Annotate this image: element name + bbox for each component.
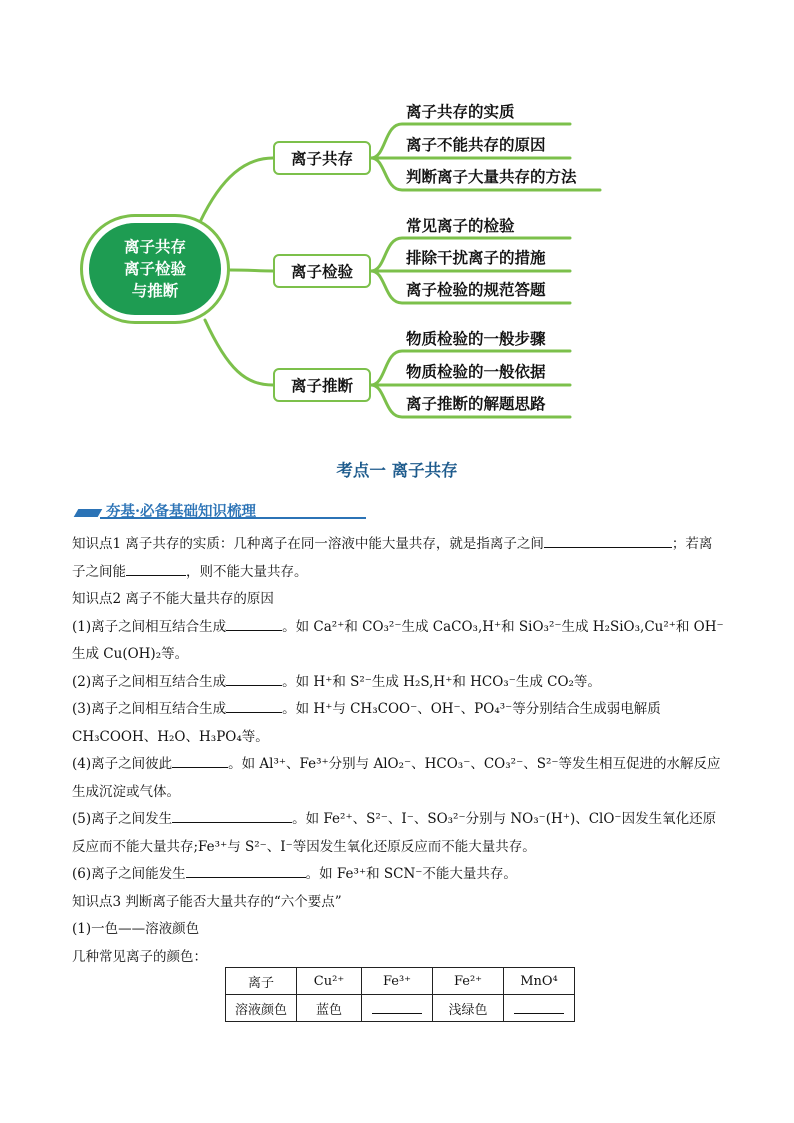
kp2-item-4-b: 。如 Al³⁺、Fe³⁺分别与 AlO₂⁻、HCO₃⁻、CO₃²⁻、S²⁻等发生相互促进的水解反应生成沉淀或气体。 (72, 756, 721, 800)
kp2-item-6-a: (6)离子之间能发生 (72, 866, 186, 882)
table-cell: 浅绿色 (433, 995, 504, 1022)
kp2-item-3-a: (3)离子之间相互结合生成 (72, 701, 227, 717)
table-cell: Fe³⁺ (362, 968, 433, 995)
table-cell: 溶液颜色 (226, 995, 297, 1022)
kp3-title: 知识点3 判断离子能否大量共存的“六个要点” (72, 893, 342, 910)
kp1-text-a: 知识点1 离子共存的实质：几种离子在同一溶液中能大量共存，就是指离子之间 (72, 536, 544, 552)
branch-ion-coexistence: 离子共存 (273, 141, 371, 175)
kp2-item-1-b: 。如 Ca²⁺和 CO₃²⁻生成 CaCO₃,H⁺和 SiO₃²⁻生成 H₂SiO₃,Cu²⁺和 OH⁻生成 Cu(OH)₂等。 (72, 618, 724, 662)
kp2-item-3 (72, 696, 724, 751)
kp2-item-1-a: (1)离子之间相互结合生成 (72, 618, 227, 635)
table-cell: Cu²⁺ (297, 968, 362, 995)
banner-text: 夯基·必备基础知识梳理 (106, 503, 257, 520)
kp2-title: 知识点2 离子不能大量共存的原因 (72, 591, 274, 607)
leaf-1-3: 判断离子大量共存的方法 (406, 168, 577, 186)
leaf-3-1: 物质检验的一般步骤 (406, 330, 546, 348)
answer-blank (372, 999, 422, 1014)
kp2-item-6-b: 。如 Fe³⁺和 SCN⁻不能大量共存。 (305, 866, 517, 882)
root-line-2: 离子检验 (123, 260, 186, 278)
answer-blank (544, 532, 672, 548)
leaf-2-3: 离子检验的规范答题 (406, 281, 546, 299)
table-cell: 蓝色 (297, 995, 362, 1022)
table-cell: 离子 (226, 968, 297, 995)
table-cell: Fe²⁺ (433, 968, 504, 995)
kp2-item-5-b: 。如 Fe²⁺、S²⁻、I⁻、SO₃²⁻分别与 NO₃⁻(H⁺)、ClO⁻因发生氧化还原反应而不能大量共存;Fe³⁺与 S²⁻、I⁻等因发生氧化还原反应而不能大量共存。 (72, 811, 717, 855)
kp2-item-1 (72, 614, 724, 669)
banner-accent-bar (74, 509, 103, 517)
connector-root-branch2 (230, 270, 273, 271)
table-cell: MnO⁴ (504, 968, 575, 995)
table-cell-blank (362, 995, 433, 1022)
mind-map (0, 0, 794, 440)
leaf-3-3: 离子推断的解题思路 (406, 395, 546, 413)
leaf-2-2: 排除干扰离子的措施 (406, 249, 546, 267)
connector-root-branch1 (200, 158, 273, 222)
branch-ion-detection: 离子检验 (273, 254, 371, 288)
root-line-3: 与推断 (131, 282, 179, 300)
answer-blank (226, 615, 282, 631)
mind-map-root (80, 214, 230, 324)
kp2-item-2-a: (2)离子之间相互结合生成 (72, 673, 227, 690)
kp1-text-c: ，则不能大量共存。 (186, 563, 308, 580)
branch-ion-inference: 离子推断 (273, 368, 371, 402)
kp2-item-4-a: (4)离子之间彼此 (72, 756, 173, 772)
table-row (226, 995, 575, 1022)
leaf-1-1: 离子共存的实质 (406, 103, 515, 121)
kp2-item-2 (72, 669, 724, 697)
kp3-intro: 几种常见离子的颜色： (72, 948, 207, 965)
answer-blank (514, 999, 564, 1014)
table-row (226, 968, 575, 995)
kp2-item-4 (72, 751, 724, 806)
table-cell-blank (504, 995, 575, 1022)
kp1-text-b: ；若离子之间能 (72, 536, 713, 580)
ion-color-table (225, 967, 575, 1022)
kp2-item-6 (72, 861, 724, 889)
answer-blank (172, 807, 292, 823)
answer-blank (226, 670, 282, 686)
answer-blank (186, 862, 306, 878)
kp2-item-5 (72, 806, 724, 861)
leaf-2-1: 常见离子的检验 (406, 217, 515, 235)
answer-blank (126, 560, 186, 576)
root-line-1: 离子共存 (123, 238, 186, 256)
answer-blank (172, 752, 228, 768)
leaf-1-2: 离子不能共存的原因 (406, 136, 546, 154)
kp1-paragraph (72, 531, 724, 586)
kp2-item-3-b: 。如 H⁺与 CH₃COO⁻、OH⁻、PO₄³⁻等分别结合生成弱电解质 CH₃COOH、H₂O、H₃PO₄等。 (72, 701, 661, 745)
section-banner (76, 497, 366, 523)
kp3-subheading: (1)一色——溶液颜色 (72, 921, 200, 937)
section-title: 考点一 离子共存 (336, 461, 458, 480)
kp2-item-5-a: (5)离子之间发生 (72, 811, 173, 827)
connector-root-branch3 (205, 320, 273, 385)
answer-blank (226, 697, 282, 713)
kp2-item-2-b: 。如 H⁺和 S²⁻生成 H₂S,H⁺和 HCO₃⁻生成 CO₂等。 (282, 673, 601, 690)
leaf-3-2: 物质检验的一般依据 (406, 363, 546, 381)
content-body (72, 531, 724, 971)
